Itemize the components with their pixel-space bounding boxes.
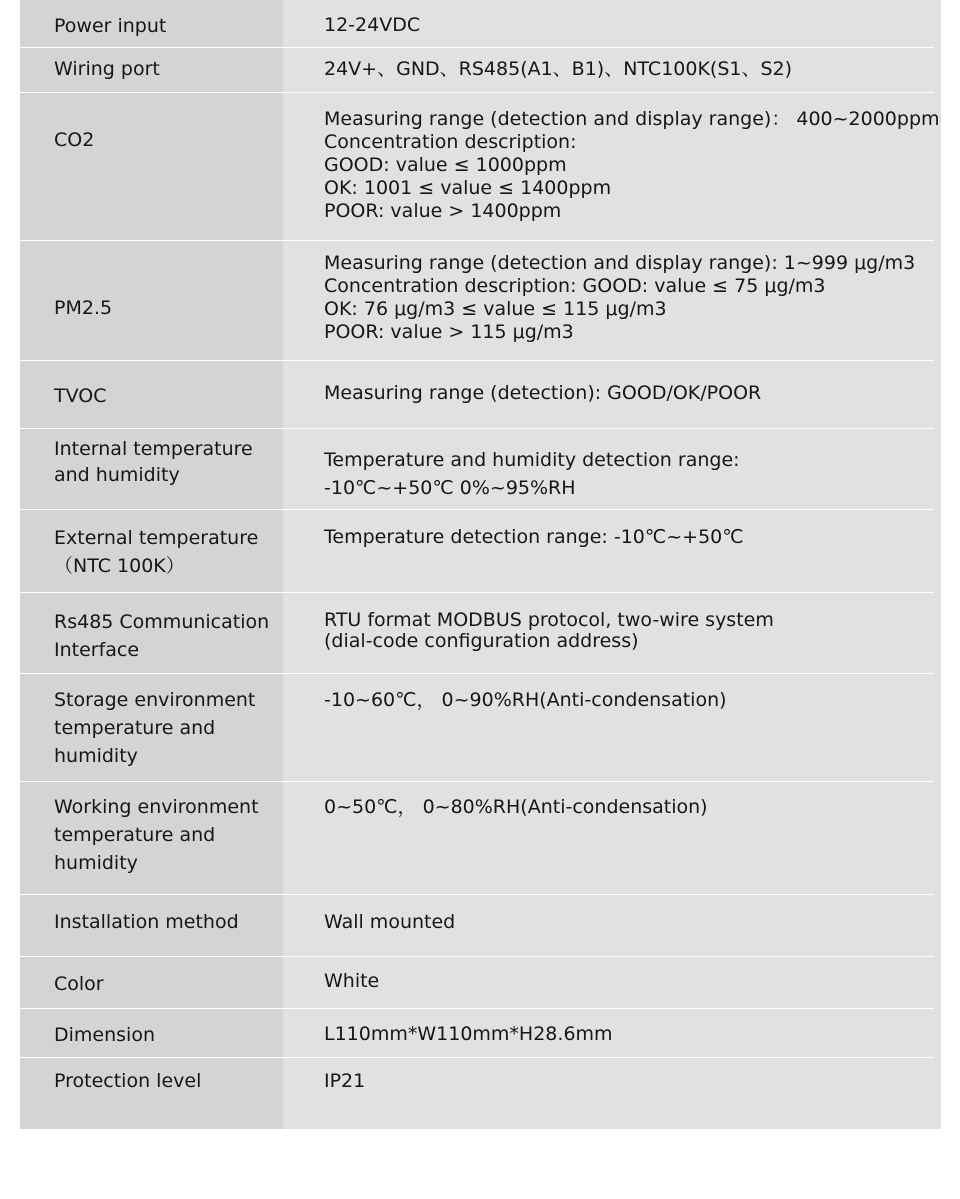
row-divider <box>20 894 934 895</box>
spec-value-color <box>324 970 936 993</box>
value-line: White <box>324 970 380 992</box>
value-line: POOR: value > 115 μg/m3 <box>324 321 574 343</box>
value-line: Measuring range (detection and display range): 1~999 μg/m3 <box>324 252 916 274</box>
value-line: GOOD: value ≤ 1000ppm <box>324 154 567 176</box>
spec-label-tvoc: TVOC <box>54 385 107 407</box>
row-divider <box>20 92 934 93</box>
row-divider <box>20 1057 934 1058</box>
row-divider <box>20 592 934 593</box>
spec-label-installation-method: Installation method <box>54 911 239 933</box>
spec-label-dimension: Dimension <box>54 1024 155 1046</box>
spec-label-internal-temp-humidity: Internal temperature and humidity <box>54 438 253 486</box>
row-divider <box>20 47 934 48</box>
spec-value-external-temp <box>324 526 936 549</box>
spec-value-power-input <box>324 14 936 37</box>
value-line: 24V+、GND、RS485(A1、B1)、NTC100K(S1、S2) <box>324 58 793 80</box>
spec-label-working-environment: Working environment temperature and humidity <box>54 796 259 874</box>
spec-value-pm25 <box>324 252 936 344</box>
value-line: RTU format MODBUS protocol, two-wire system <box>324 609 774 631</box>
value-line: IP21 <box>324 1070 366 1092</box>
spec-value-tvoc <box>324 382 936 405</box>
row-divider <box>20 781 934 782</box>
row-divider <box>20 240 934 241</box>
value-line: -10~60℃， 0~90%RH(Anti-condensation) <box>324 689 727 711</box>
value-line: 12-24VDC <box>324 14 421 36</box>
spec-value-working-environment <box>324 796 936 819</box>
spec-label-pm25: PM2.5 <box>54 297 113 319</box>
spec-value-co2 <box>324 108 940 223</box>
row-divider <box>20 673 934 674</box>
spec-label-storage-environment: Storage environment temperature and humidity <box>54 689 256 767</box>
spec-label-protection-level: Protection level <box>54 1070 202 1092</box>
value-line: 0~50℃， 0~80%RH(Anti-condensation) <box>324 796 708 818</box>
spec-value-protection-level <box>324 1070 936 1093</box>
value-line: -10℃~+50℃ 0%~95%RH <box>324 477 576 499</box>
row-divider <box>20 428 934 429</box>
row-divider <box>20 509 934 510</box>
spec-label-color: Color <box>54 973 104 995</box>
value-line: Measuring range (detection): GOOD/OK/POOR <box>324 382 762 404</box>
value-line: Measuring range (detection and display range)： 400~2000ppm <box>324 108 940 130</box>
row-divider <box>20 360 934 361</box>
value-line: Concentration description: GOOD: value ≤ 75 μg/m3 <box>324 275 826 297</box>
value-line: Temperature and humidity detection range: <box>324 449 740 471</box>
spec-value-dimension <box>324 1023 936 1046</box>
spec-label-rs485: Rs485 Communication Interface <box>54 611 270 661</box>
value-line: (dial-code configuration address) <box>324 630 639 652</box>
value-line: Temperature detection range: -10℃~+50℃ <box>324 526 744 548</box>
spec-value-storage-environment <box>324 689 936 712</box>
value-line: Concentration description: <box>324 131 577 153</box>
spec-value-installation-method <box>324 911 936 934</box>
specification-table <box>20 0 941 1129</box>
value-line: POOR: value > 1400ppm <box>324 200 562 222</box>
spec-value-internal-temp-humidity <box>324 446 936 502</box>
spec-label-co2: CO2 <box>54 129 95 151</box>
spec-label-power-input: Power input <box>54 15 167 37</box>
value-line: OK: 76 μg/m3 ≤ value ≤ 115 μg/m3 <box>324 298 667 320</box>
value-line: OK: 1001 ≤ value ≤ 1400ppm <box>324 177 612 199</box>
spec-value-rs485 <box>324 610 936 652</box>
spec-label-wiring-port: Wiring port <box>54 58 160 80</box>
spec-label-external-temp: External temperature （NTC 100K） <box>54 527 259 577</box>
value-line: L110mm*W110mm*H28.6mm <box>324 1023 613 1045</box>
row-divider <box>20 1008 934 1009</box>
spec-value-wiring-port <box>324 58 936 81</box>
value-line: Wall mounted <box>324 911 456 933</box>
row-divider <box>20 956 934 957</box>
